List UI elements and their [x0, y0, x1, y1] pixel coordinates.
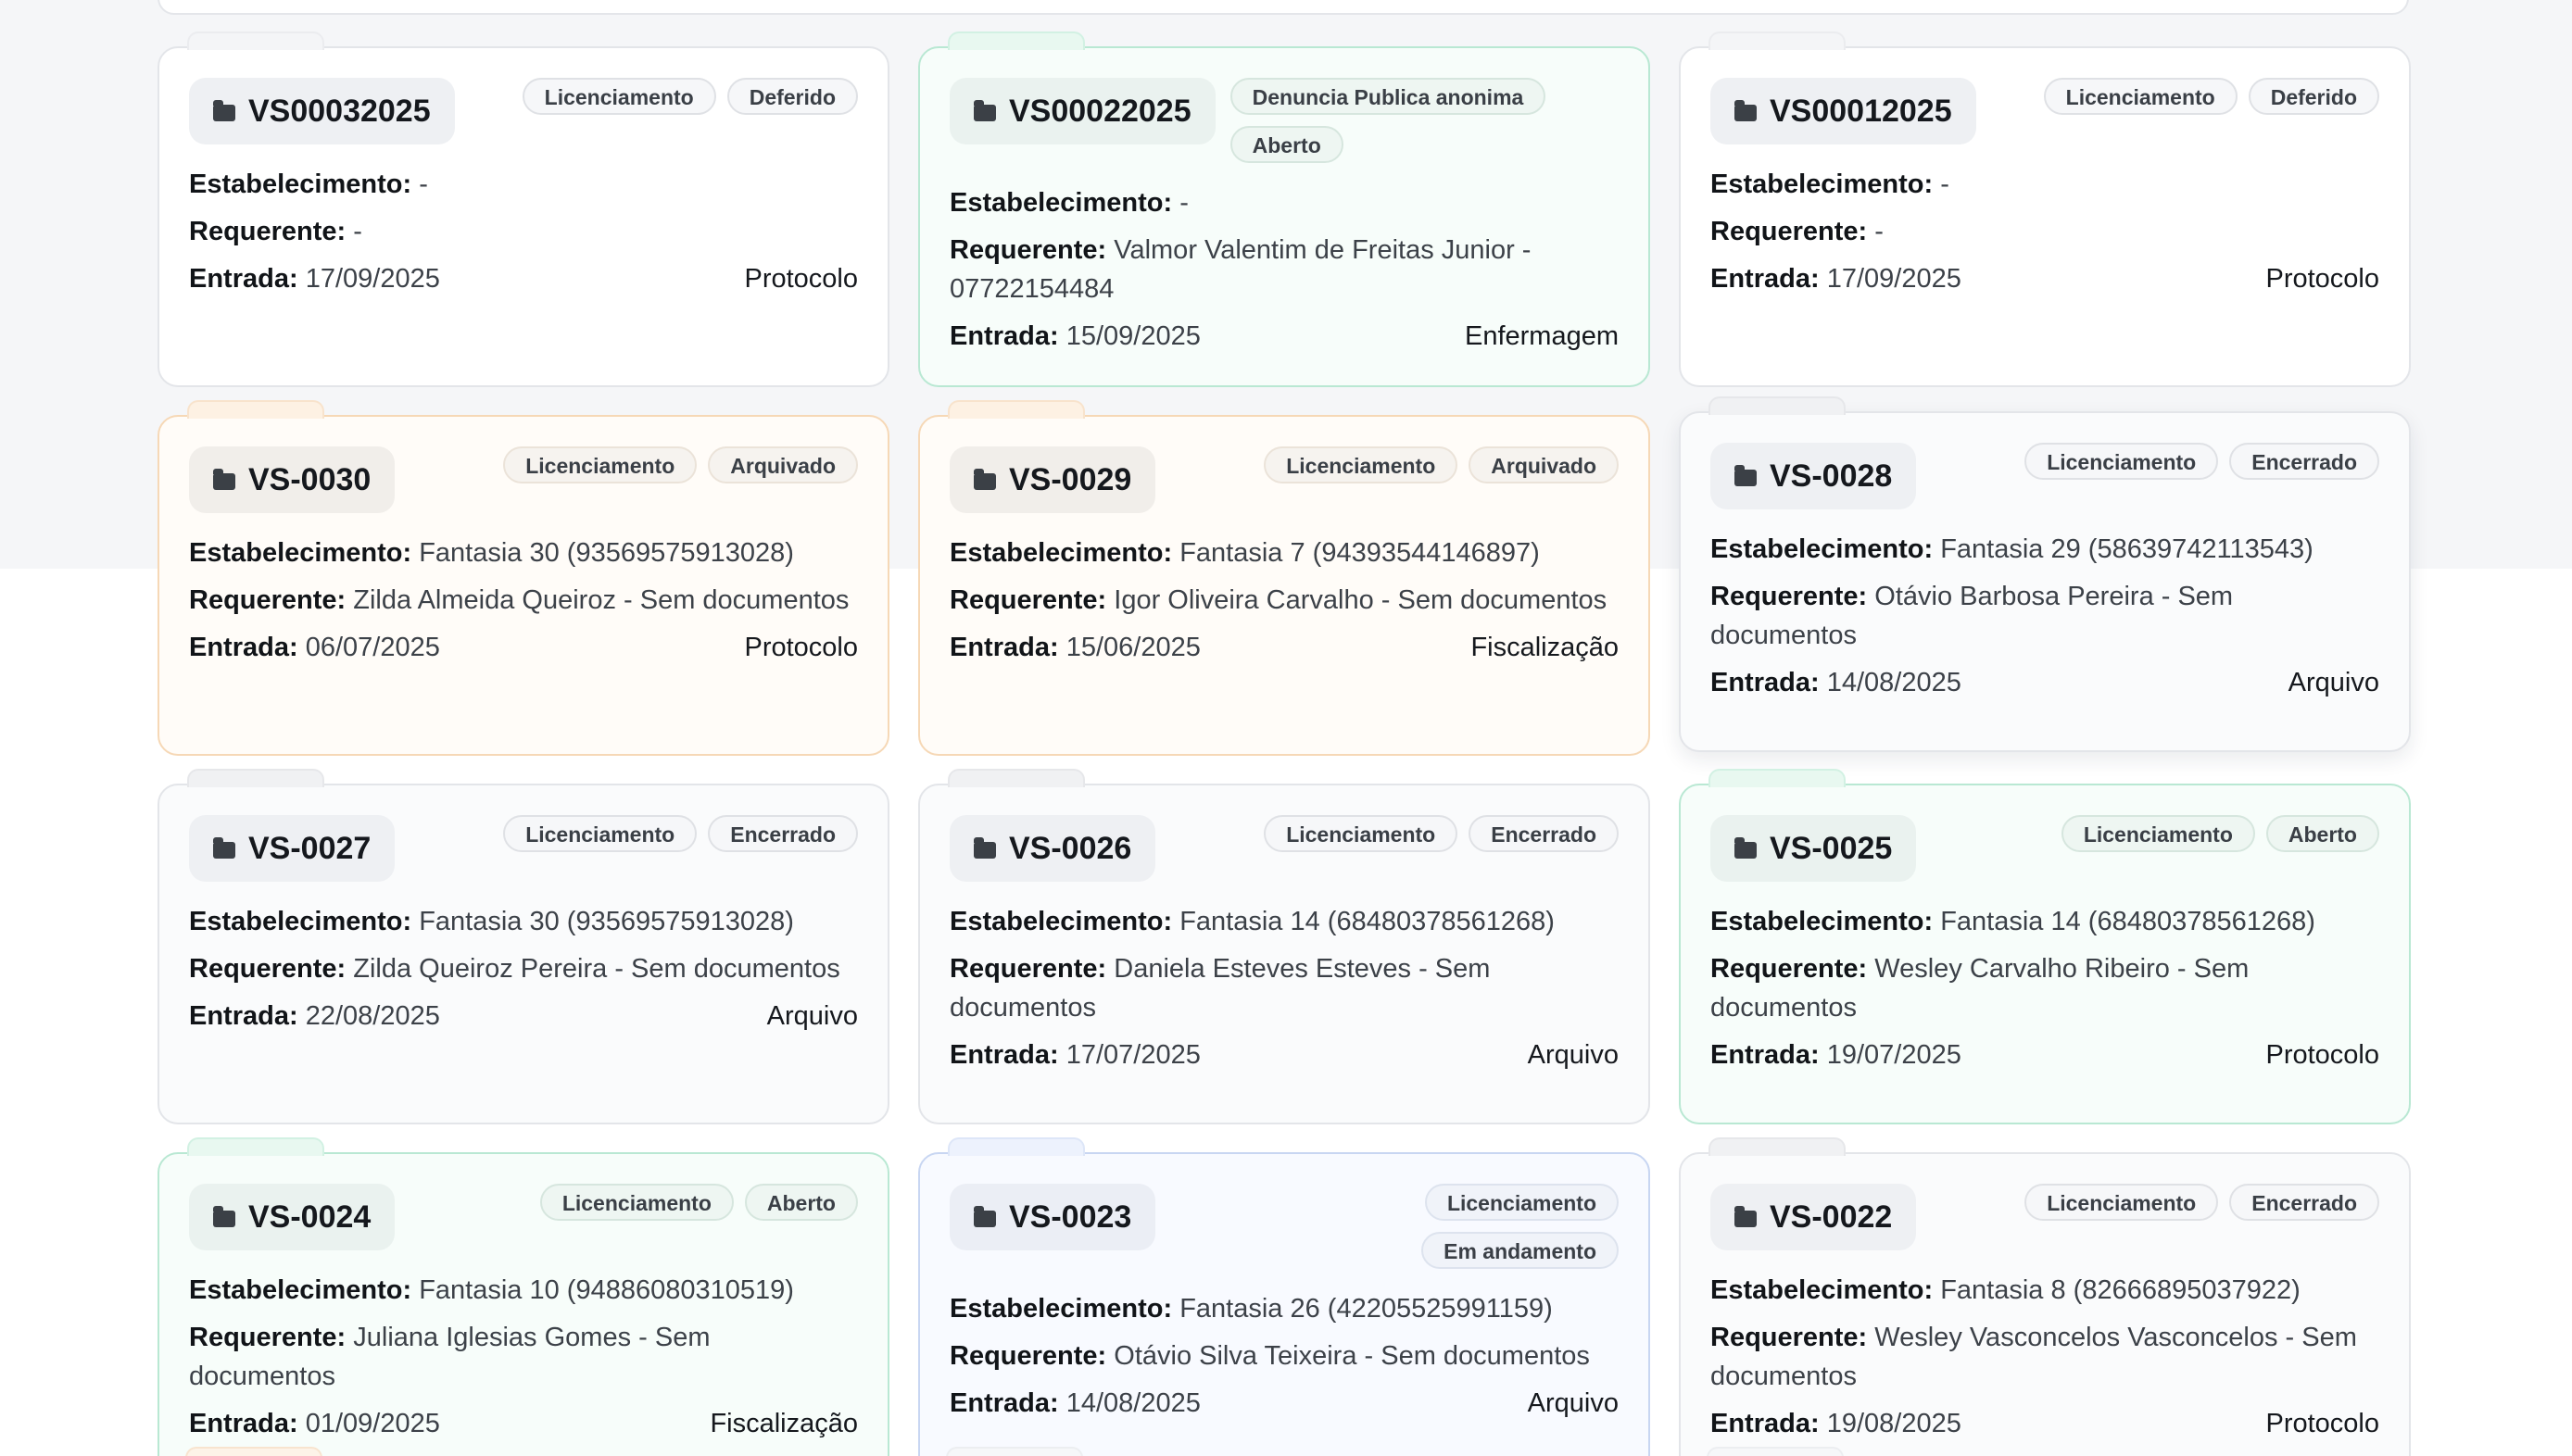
process-code: VS-0027 — [248, 830, 372, 866]
requester-line — [950, 231, 1619, 308]
establishment-line — [189, 533, 858, 572]
establishment-label: Estabelecimento: — [950, 538, 1173, 568]
entry-row — [1710, 663, 2379, 702]
process-code-chip — [189, 1184, 395, 1250]
entry-date: 06/07/2025 — [305, 633, 440, 662]
sector-label: Protocolo — [2265, 1409, 2379, 1438]
sector-label: Enfermagem — [1464, 321, 1619, 351]
card-header — [189, 815, 858, 882]
folder-icon — [974, 842, 996, 859]
card-header — [950, 1184, 1619, 1269]
entry-row — [950, 317, 1619, 356]
process-code-chip — [189, 815, 395, 882]
process-code-chip — [950, 446, 1155, 513]
establishment-label: Estabelecimento: — [1710, 1275, 1934, 1305]
type-badge: Licenciamento — [1425, 1184, 1619, 1221]
entry-line — [1710, 1036, 1961, 1074]
entry-date: 17/09/2025 — [305, 264, 440, 294]
process-code-chip — [950, 815, 1155, 882]
entry-label: Entrada: — [950, 1388, 1059, 1418]
status-badge: Encerrado — [1469, 815, 1619, 852]
card-badges — [503, 815, 858, 852]
process-code-chip — [189, 446, 395, 513]
status-badge: Em andamento — [1421, 1232, 1619, 1269]
entry-label: Entrada: — [950, 1040, 1059, 1070]
requester-line — [189, 949, 858, 988]
requester-line — [189, 1318, 858, 1396]
entry-line — [950, 317, 1201, 356]
establishment-line — [1710, 1271, 2379, 1310]
process-code: VS-0028 — [1770, 458, 1893, 494]
process-card[interactable] — [158, 784, 889, 1124]
type-badge: Licenciamento — [2061, 815, 2255, 852]
card-badges — [1264, 446, 1619, 483]
card-badges — [2024, 1184, 2379, 1221]
entry-line — [1710, 1404, 1961, 1443]
sector-label: Fiscalização — [710, 1409, 858, 1438]
process-code: VS-0026 — [1009, 830, 1132, 866]
process-code-chip — [189, 78, 455, 144]
establishment-line — [1710, 165, 2379, 204]
establishment-label: Estabelecimento: — [950, 907, 1173, 936]
entry-date: 15/06/2025 — [1065, 633, 1201, 662]
entry-line — [950, 1384, 1201, 1423]
status-badge: Arquivado — [1469, 446, 1619, 483]
process-card[interactable] — [158, 1152, 889, 1456]
entry-label: Entrada: — [189, 1409, 298, 1438]
type-badge: Licenciamento — [1264, 815, 1457, 852]
sector-label: Arquivo — [1527, 1040, 1619, 1070]
status-badge: Encerrado — [708, 815, 858, 852]
status-badge: Deferido — [727, 78, 858, 115]
establishment-value: Fantasia 30 (93569575913028) — [419, 907, 794, 936]
process-card[interactable] — [1679, 784, 2411, 1124]
establishment-label: Estabelecimento: — [950, 1294, 1173, 1324]
requester-value: Igor Oliveira Carvalho - Sem documentos — [1114, 585, 1608, 615]
status-badge: Arquivado — [708, 446, 858, 483]
establishment-label: Estabelecimento: — [189, 538, 412, 568]
entry-row — [189, 1404, 858, 1443]
card-badges — [1264, 815, 1619, 852]
process-code-chip — [1710, 78, 1976, 144]
entry-line — [1710, 663, 1961, 702]
requester-line — [1710, 212, 2379, 251]
requester-label: Requerente: — [950, 954, 1107, 984]
process-card[interactable] — [918, 46, 1650, 387]
requester-line — [189, 581, 858, 620]
establishment-value: - — [419, 169, 428, 199]
process-code: VS-0030 — [248, 461, 372, 497]
folder-icon — [1734, 470, 1757, 486]
establishment-line — [189, 902, 858, 941]
requester-value: Otávio Silva Teixeira - Sem documentos — [1114, 1341, 1590, 1371]
type-badge: Licenciamento — [2024, 1184, 2218, 1221]
process-code: VS00022025 — [1009, 93, 1191, 129]
establishment-line — [189, 165, 858, 204]
process-code: VS-0029 — [1009, 461, 1132, 497]
status-badge: Deferido — [2249, 78, 2379, 115]
requester-value: Zilda Queiroz Pereira - Sem documentos — [353, 954, 840, 984]
process-code-chip — [1710, 1184, 1916, 1250]
card-header — [1710, 815, 2379, 882]
process-card[interactable] — [1679, 1152, 2411, 1456]
entry-label: Entrada: — [189, 1001, 298, 1031]
entry-date: 14/08/2025 — [1826, 668, 1961, 697]
establishment-value: Fantasia 10 (94886080310519) — [419, 1275, 794, 1305]
establishment-label: Estabelecimento: — [950, 188, 1173, 218]
card-tab — [185, 1447, 322, 1456]
requester-line — [1710, 577, 2379, 655]
status-badge: Aberto — [1230, 126, 1343, 163]
folder-icon — [213, 1211, 235, 1227]
requester-label: Requerente: — [1710, 582, 1868, 611]
process-card[interactable] — [158, 415, 889, 756]
card-header — [1710, 443, 2379, 509]
sector-label: Protocolo — [2265, 264, 2379, 294]
requester-value: Wesley Carvalho Ribeiro - Sem documentos — [1710, 954, 2250, 1023]
process-card-grid — [158, 46, 2411, 1456]
folder-icon — [213, 842, 235, 859]
entry-row — [189, 259, 858, 298]
card-header — [189, 78, 858, 144]
card-header — [1710, 78, 2379, 144]
card-badges — [1230, 78, 1564, 163]
card-badges — [523, 78, 858, 115]
card-header — [189, 446, 858, 513]
card-header — [950, 446, 1619, 513]
status-badge: Aberto — [745, 1184, 858, 1221]
establishment-label: Estabelecimento: — [189, 907, 412, 936]
card-badges — [540, 1184, 858, 1221]
folder-icon — [1734, 1211, 1757, 1227]
requester-value: - — [1874, 217, 1884, 246]
folder-icon — [213, 473, 235, 490]
card-header — [189, 1184, 858, 1250]
entry-date: 19/08/2025 — [1826, 1409, 1961, 1438]
type-badge: Licenciamento — [540, 1184, 734, 1221]
entry-line — [950, 1036, 1201, 1074]
entry-row — [1710, 1036, 2379, 1074]
card-tab — [1707, 1447, 1844, 1456]
entry-row — [189, 628, 858, 667]
establishment-line — [950, 533, 1619, 572]
requester-value: Wesley Vasconcelos Vasconcelos - Sem documentos — [1710, 1323, 2357, 1391]
process-card[interactable] — [918, 1152, 1650, 1456]
sector-label: Protocolo — [2265, 1040, 2379, 1070]
entry-date: 19/07/2025 — [1826, 1040, 1961, 1070]
requester-line — [950, 1337, 1619, 1375]
requester-line — [1710, 1318, 2379, 1396]
sector-label: Protocolo — [744, 264, 858, 294]
type-badge: Licenciamento — [503, 815, 697, 852]
entry-row — [950, 1384, 1619, 1423]
requester-label: Requerente: — [189, 217, 347, 246]
folder-icon — [1734, 105, 1757, 121]
requester-value: Daniela Esteves Esteves - Sem documentos — [950, 954, 1491, 1023]
process-card[interactable] — [1679, 46, 2411, 387]
sector-label: Arquivo — [1527, 1388, 1619, 1418]
card-header — [1710, 1184, 2379, 1250]
entry-label: Entrada: — [1710, 668, 1820, 697]
requester-label: Requerente: — [189, 585, 347, 615]
sector-label: Fiscalização — [1470, 633, 1619, 662]
entry-line — [1710, 259, 1961, 298]
status-badge: Encerrado — [2229, 1184, 2379, 1221]
card-badges — [1248, 1184, 1619, 1269]
requester-label: Requerente: — [950, 585, 1107, 615]
process-card[interactable] — [1679, 411, 2411, 752]
type-badge: Licenciamento — [1264, 446, 1457, 483]
establishment-line — [1710, 530, 2379, 569]
entry-label: Entrada: — [1710, 1409, 1820, 1438]
requester-label: Requerente: — [189, 954, 347, 984]
requester-line — [189, 212, 858, 251]
entry-date: 22/08/2025 — [305, 1001, 440, 1031]
type-badge: Licenciamento — [503, 446, 697, 483]
establishment-line — [950, 183, 1619, 222]
entry-date: 17/07/2025 — [1065, 1040, 1201, 1070]
entry-label: Entrada: — [189, 264, 298, 294]
requester-line — [950, 581, 1619, 620]
status-badge: Encerrado — [2229, 443, 2379, 480]
establishment-label: Estabelecimento: — [1710, 907, 1934, 936]
type-badge: Licenciamento — [2024, 443, 2218, 480]
establishment-label: Estabelecimento: — [189, 1275, 412, 1305]
card-header — [950, 78, 1619, 163]
requester-label: Requerente: — [950, 1341, 1107, 1371]
entry-row — [950, 628, 1619, 667]
requester-line — [1710, 949, 2379, 1027]
filter-bar-edge — [158, 0, 2409, 15]
establishment-line — [950, 902, 1619, 941]
entry-row — [950, 1036, 1619, 1074]
entry-row — [1710, 259, 2379, 298]
requester-value: Otávio Barbosa Pereira - Sem documentos — [1710, 582, 2234, 650]
type-badge: Licenciamento — [523, 78, 716, 115]
folder-icon — [974, 1211, 996, 1227]
card-tab — [946, 1447, 1083, 1456]
card-badges — [2061, 815, 2379, 852]
requester-label: Requerente: — [1710, 1323, 1868, 1352]
folder-icon — [1734, 842, 1757, 859]
card-badges — [503, 446, 858, 483]
requester-label: Requerente: — [189, 1323, 347, 1352]
establishment-line — [950, 1289, 1619, 1328]
card-header — [950, 815, 1619, 882]
establishment-line — [1710, 902, 2379, 941]
requester-label: Requerente: — [1710, 954, 1868, 984]
card-badges — [2044, 78, 2379, 115]
entry-date: 01/09/2025 — [305, 1409, 440, 1438]
sector-label: Arquivo — [766, 1001, 858, 1031]
entry-label: Entrada: — [189, 633, 298, 662]
requester-label: Requerente: — [950, 235, 1107, 265]
establishment-value: Fantasia 30 (93569575913028) — [419, 538, 794, 568]
sector-label: Protocolo — [744, 633, 858, 662]
entry-row — [189, 997, 858, 1036]
process-code-chip — [1710, 815, 1916, 882]
sector-label: Arquivo — [2288, 668, 2379, 697]
process-code-chip — [950, 78, 1216, 144]
establishment-label: Estabelecimento: — [189, 169, 412, 199]
folder-icon — [974, 473, 996, 490]
entry-date: 17/09/2025 — [1826, 264, 1961, 294]
requester-line — [950, 949, 1619, 1027]
type-badge: Licenciamento — [2044, 78, 2238, 115]
process-card[interactable] — [918, 784, 1650, 1124]
entry-date: 15/09/2025 — [1065, 321, 1201, 351]
entry-line — [950, 628, 1201, 667]
status-badge: Aberto — [2266, 815, 2379, 852]
entry-row — [1710, 1404, 2379, 1443]
establishment-value: Fantasia 7 (94393544146897) — [1179, 538, 1540, 568]
establishment-value: Fantasia 26 (42205525991159) — [1179, 1294, 1553, 1324]
entry-line — [189, 1404, 440, 1443]
process-code-chip — [1710, 443, 1916, 509]
process-code: VS00012025 — [1770, 93, 1952, 129]
requester-value: Zilda Almeida Queiroz - Sem documentos — [353, 585, 850, 615]
entry-label: Entrada: — [1710, 1040, 1820, 1070]
entry-label: Entrada: — [950, 633, 1059, 662]
process-code: VS-0023 — [1009, 1199, 1132, 1235]
entry-date: 14/08/2025 — [1065, 1388, 1201, 1418]
process-code: VS00032025 — [248, 93, 431, 129]
folder-icon — [213, 105, 235, 121]
card-badges — [2024, 443, 2379, 480]
entry-line — [189, 259, 440, 298]
requester-value: Valmor Valentim de Freitas Junior - 07722154484 — [950, 235, 1532, 304]
process-code: VS-0025 — [1770, 830, 1893, 866]
establishment-label: Estabelecimento: — [1710, 534, 1934, 564]
process-code: VS-0024 — [248, 1199, 372, 1235]
type-badge: Denuncia Publica anonima — [1230, 78, 1546, 115]
folder-icon — [974, 105, 996, 121]
entry-line — [189, 997, 440, 1036]
establishment-value: - — [1940, 169, 1949, 199]
requester-label: Requerente: — [1710, 217, 1868, 246]
next-row-card-tabs — [158, 1447, 2411, 1456]
establishment-label: Estabelecimento: — [1710, 169, 1934, 199]
entry-label: Entrada: — [950, 321, 1059, 351]
entry-line — [189, 628, 440, 667]
process-card[interactable] — [918, 415, 1650, 756]
establishment-value: Fantasia 14 (68480378561268) — [1179, 907, 1555, 936]
process-card[interactable] — [158, 46, 889, 387]
establishment-value: Fantasia 29 (58639742113543) — [1940, 534, 2314, 564]
process-code: VS-0022 — [1770, 1199, 1893, 1235]
establishment-value: Fantasia 8 (82666895037922) — [1940, 1275, 2301, 1305]
establishment-value: - — [1179, 188, 1189, 218]
requester-value: - — [353, 217, 362, 246]
entry-label: Entrada: — [1710, 264, 1820, 294]
process-code-chip — [950, 1184, 1155, 1250]
requester-value: Juliana Iglesias Gomes - Sem documentos — [189, 1323, 711, 1391]
establishment-line — [189, 1271, 858, 1310]
establishment-value: Fantasia 14 (68480378561268) — [1940, 907, 2315, 936]
